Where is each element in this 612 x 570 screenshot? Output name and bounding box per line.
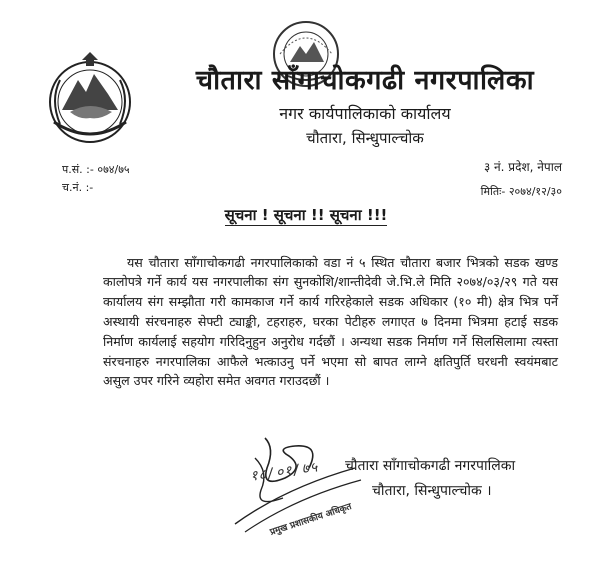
office-name: नगर कार्यपालिकाको कार्यालय [279, 104, 451, 123]
signatory-place: चौतारा, सिन्धुपाल्चोक । [372, 483, 492, 499]
reference-number: प.सं. :- ०७४/७५ [62, 163, 130, 176]
notice-heading [0, 205, 612, 225]
province-label: ३ नं. प्रदेश, नेपाल [483, 160, 562, 174]
org-title: चौतारा साँगाचोकगढी नगरपालिका [195, 65, 535, 96]
nepal-emblem-icon [40, 50, 140, 150]
notice-heading-text: सूचना ! सूचना !! सूचना !!! [224, 206, 388, 224]
stamp-title: प्रमुख प्रशासकीय अधिकृत [268, 502, 353, 538]
document-date: मितिः- २०७४/१२/३० [480, 185, 562, 198]
office-address: चौतारा, सिन्धुपाल्चोक [306, 129, 424, 147]
notice-body: यस चौतारा साँगाचोकगढी नगरपालिकाको वडा नं ५ स्थित चौतारा बजार भित्रको सडक खण्ड कालोपत्रे गर्ने कार्य यस नगरपालीका संग सुनकोशि/शान्तीदेवी जे.भि.ले मिति २०७४/०३/२९ गते यस कार्यालय संग सम्झौता गरी कामकाज गर्ने कार्य गरिरहेकाले सडक अधिकार (१० मी) क्षेत्र भित्र पर्ने अस्थायी संरचनाहरु सेफ्टी ट्याङ्की, टहराहरु, घरका पेटीहरु लगाएत ७ दिनमा भित्रमा हटाई सडक निर्माण कार्यलाई सहयोग गरिदिनुहुन अनुरोध गर्दछौं । अन्यथा सडक निर्माण गर्ने सिलसिलामा त्यस्ता संरचनाहरु नगरपालिका आफैले भत्काउनु पर्ने भएमा सो बापत लाग्ने क्षतिपुर्ति घरधनी स्वयंमबाट असुल उपर गरिने व्यहोरा समेत अवगत गराउदछौं । [103, 254, 558, 389]
dispatch-number: च.नं. :- [62, 181, 94, 194]
signatory-org: चौतारा साँगाचोकगढी नगरपालिका [345, 458, 516, 474]
stamp-number: १८/०१/७५ [249, 459, 320, 485]
